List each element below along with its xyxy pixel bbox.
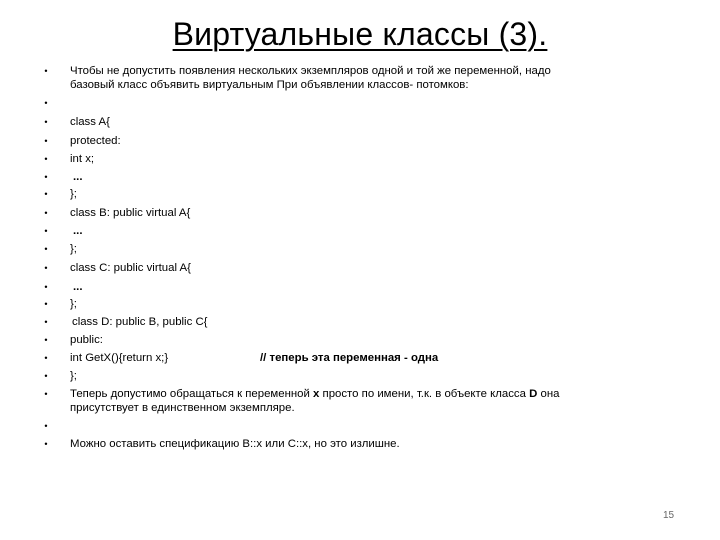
code-line xyxy=(0,297,720,313)
bullet: • xyxy=(44,98,48,108)
code-text: ... xyxy=(73,281,83,293)
bullet: • xyxy=(44,117,48,127)
code-line xyxy=(0,134,720,150)
code-line xyxy=(0,280,720,296)
page-number: 15 xyxy=(663,510,675,521)
code-text: int GetX(){return x;} xyxy=(70,352,169,364)
code-text: class B: public virtual A{ xyxy=(70,207,191,219)
code-line xyxy=(0,351,720,367)
list-item-note xyxy=(0,437,720,453)
explanation-var: x xyxy=(313,388,320,400)
code-line xyxy=(0,187,720,203)
bullet: • xyxy=(44,66,48,76)
code-line xyxy=(0,315,720,331)
bullet: • xyxy=(44,389,48,399)
slide-title: Виртуальные классы (3). xyxy=(172,16,548,52)
bullet: • xyxy=(44,263,48,273)
code-comment: // теперь эта переменная - одна xyxy=(260,352,439,364)
explanation-class: D xyxy=(529,388,538,400)
intro-line-1: Чтобы не допустить появления нескольких экземпляров одной и той же переменной, надо xyxy=(70,65,551,77)
bullet: • xyxy=(44,299,48,309)
bullet: • xyxy=(44,208,48,218)
bullet: • xyxy=(44,371,48,381)
code-line xyxy=(0,152,720,168)
code-text: ... xyxy=(73,171,83,183)
code-line xyxy=(0,170,720,186)
code-text: protected: xyxy=(70,135,121,147)
explanation-line-2: присутствует в единственном экземпляре. xyxy=(70,402,295,414)
list-item-empty xyxy=(0,419,720,435)
code-line xyxy=(0,242,720,258)
bullet: • xyxy=(44,335,48,345)
explanation-text: просто по имени, т.к. в объекте класса xyxy=(319,388,530,400)
bullet: • xyxy=(44,189,48,199)
code-text: class A{ xyxy=(70,116,110,128)
bullet: • xyxy=(44,421,48,431)
code-text: }; xyxy=(70,188,77,200)
code-text: class D: public B, public C{ xyxy=(72,316,208,328)
bullet: • xyxy=(44,317,48,327)
code-text: }; xyxy=(70,370,77,382)
code-line xyxy=(0,224,720,240)
code-line xyxy=(0,261,720,277)
code-line xyxy=(0,206,720,222)
code-line xyxy=(0,369,720,385)
code-line xyxy=(0,333,720,349)
list-item-explanation-cont xyxy=(0,401,720,417)
code-text: }; xyxy=(70,243,77,255)
note-text: Можно оставить спецификацию B::x или C::x, но это излишне. xyxy=(70,438,400,450)
bullet: • xyxy=(44,172,48,182)
code-text: class C: public virtual A{ xyxy=(70,262,191,274)
code-text: public: xyxy=(70,334,103,346)
bullet: • xyxy=(44,226,48,236)
intro-line-2: базовый класс объявить виртуальным При объявлении классов- потомков: xyxy=(70,79,469,91)
bullet: • xyxy=(44,353,48,363)
code-text: ... xyxy=(73,225,83,237)
bullet: • xyxy=(44,154,48,164)
explanation-text: она xyxy=(537,388,560,400)
bullet: • xyxy=(44,282,48,292)
list-item-intro-cont xyxy=(0,78,720,94)
explanation-text: Теперь допустимо обращаться к переменной xyxy=(70,388,314,400)
explanation-line-1 xyxy=(70,387,559,401)
bullet: • xyxy=(44,244,48,254)
bullet: • xyxy=(44,439,48,449)
code-text: }; xyxy=(70,298,77,310)
bullet: • xyxy=(44,136,48,146)
list-item-empty xyxy=(0,96,720,112)
code-line xyxy=(0,115,720,131)
code-text: int x; xyxy=(70,153,95,165)
